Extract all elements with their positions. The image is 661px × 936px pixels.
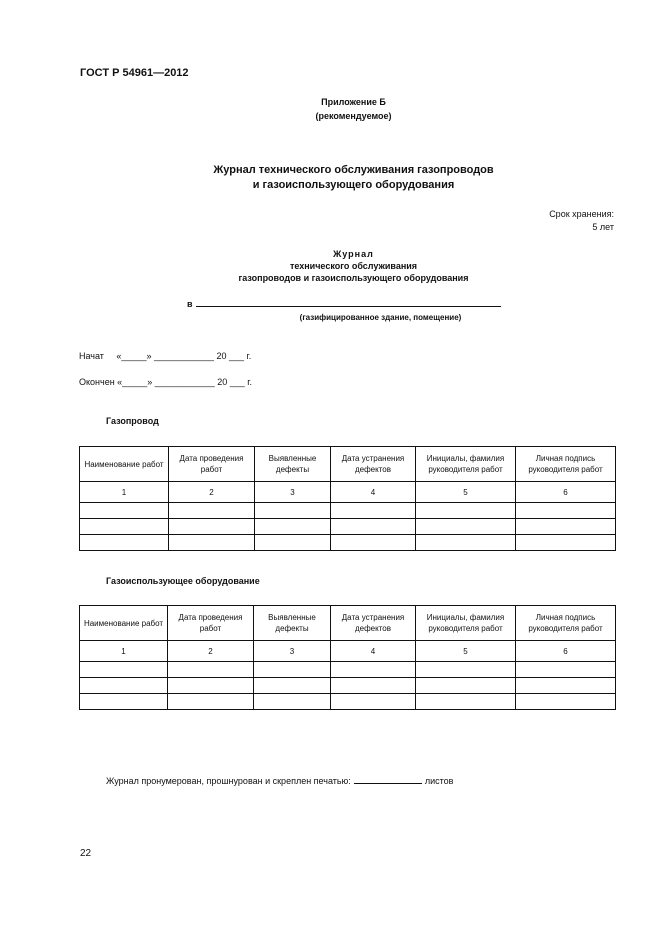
table-row bbox=[80, 662, 616, 678]
table-row bbox=[80, 535, 616, 551]
header-cell-manager-name: Инициалы, фамилия руководителя работ bbox=[416, 606, 516, 641]
header-cell-signature: Личная подпись руководителя работ bbox=[516, 447, 616, 482]
header-cell-fix-date: Дата устранения дефектов bbox=[331, 447, 416, 482]
title-line-1: Журнал технического обслуживания газопроводов bbox=[213, 164, 494, 176]
table-number-row bbox=[80, 482, 616, 503]
header-cell-work-name: Наименование работ bbox=[80, 447, 169, 482]
appendix-status: (рекомендуемое) bbox=[315, 111, 392, 121]
journal-title-block bbox=[23, 248, 661, 284]
number-cell: 4 bbox=[331, 641, 416, 662]
end-date-line: Окончен «_____» ____________ 20 ___ г. bbox=[79, 377, 252, 387]
standard-designation: ГОСТ Р 54961—2012 bbox=[80, 67, 189, 79]
binding-note bbox=[106, 775, 453, 786]
header-cell-defects: Выявленные дефекты bbox=[254, 606, 331, 641]
document-title bbox=[23, 163, 661, 193]
header-cell-fix-date: Дата устранения дефектов bbox=[331, 606, 416, 641]
header-cell-manager-name: Инициалы, фамилия руководителя работ bbox=[416, 447, 516, 482]
storage-label: Срок хранения: bbox=[549, 209, 614, 219]
journal-title-line-2: технического обслуживания bbox=[289, 261, 418, 271]
header-cell-signature: Личная подпись руководителя работ bbox=[516, 606, 616, 641]
binding-note-unit: листов bbox=[424, 776, 454, 786]
appendix-label: Приложение Б bbox=[321, 97, 386, 107]
journal-title-line-3: газопроводов и газоиспользующего оборудования bbox=[238, 273, 469, 283]
header-cell-defects: Выявленные дефекты bbox=[255, 447, 331, 482]
appendix-heading bbox=[23, 95, 661, 123]
storage-value: 5 лет bbox=[592, 222, 614, 232]
number-cell: 6 bbox=[516, 641, 616, 662]
journal-title-line-1: Журнал bbox=[333, 249, 374, 259]
section-pipeline-title: Газопровод bbox=[106, 416, 159, 426]
number-cell: 4 bbox=[331, 482, 416, 503]
table-row bbox=[80, 694, 616, 710]
table-header-row bbox=[80, 447, 616, 482]
table-row bbox=[80, 678, 616, 694]
start-date-line: Начат «_____» ____________ 20 ___ г. bbox=[79, 351, 252, 361]
title-line-2: и газоиспользующего оборудования bbox=[252, 179, 455, 191]
header-cell-work-name: Наименование работ bbox=[80, 606, 168, 641]
section-equipment-title: Газоиспользующее оборудование bbox=[106, 576, 260, 586]
location-caption: (газифицированное здание, помещение) bbox=[299, 313, 462, 322]
number-cell: 2 bbox=[169, 482, 255, 503]
header-cell-work-date: Дата проведения работ bbox=[168, 606, 254, 641]
page-number: 22 bbox=[80, 848, 92, 859]
number-cell: 5 bbox=[416, 482, 516, 503]
number-cell: 3 bbox=[255, 482, 331, 503]
equipment-table bbox=[79, 605, 616, 710]
pipeline-table bbox=[79, 446, 616, 551]
location-prefix: в bbox=[187, 299, 193, 309]
table-header-row bbox=[80, 606, 616, 641]
storage-period bbox=[549, 208, 614, 234]
table-row bbox=[80, 503, 616, 519]
location-blank bbox=[196, 298, 501, 307]
table-row bbox=[80, 519, 616, 535]
location-line bbox=[187, 298, 501, 309]
binding-note-text: Журнал пронумерован, прошнурован и скреплен печатью: bbox=[106, 776, 351, 786]
number-cell: 2 bbox=[168, 641, 254, 662]
number-cell: 3 bbox=[254, 641, 331, 662]
number-cell: 5 bbox=[416, 641, 516, 662]
table-number-row bbox=[80, 641, 616, 662]
header-cell-work-date: Дата проведения работ bbox=[169, 447, 255, 482]
number-cell: 6 bbox=[516, 482, 616, 503]
number-cell: 1 bbox=[80, 641, 168, 662]
sheet-count-blank bbox=[354, 775, 422, 784]
number-cell: 1 bbox=[80, 482, 169, 503]
